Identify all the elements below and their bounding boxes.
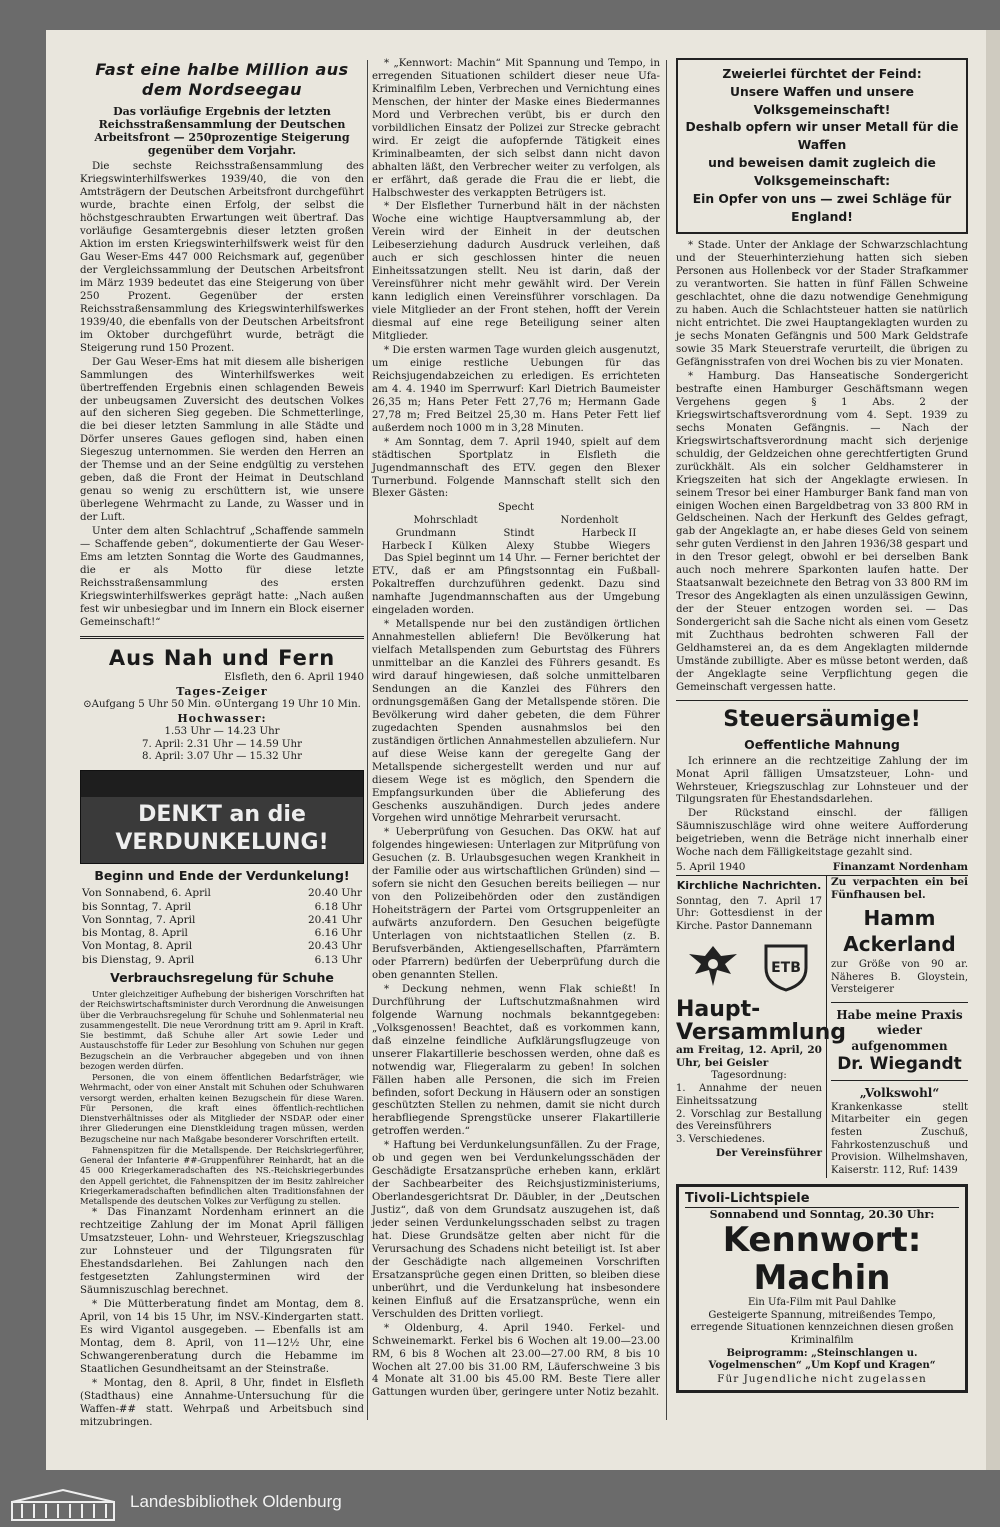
table-row — [80, 940, 364, 953]
ads-left — [676, 876, 846, 1178]
team-row — [372, 515, 660, 528]
haupt-text: am Freitag, 12. April, 20 Uhr, bei Geisler — [676, 1043, 822, 1070]
steuer-footer — [676, 861, 968, 874]
verdunkelung-title: Beginn und Ende der Verdunkelung! — [94, 868, 350, 884]
tivoli-title: Tivoli-Lichtspiele — [685, 1191, 959, 1209]
kirche-title: Kirchliche Nachrichten. — [676, 878, 822, 892]
player: Harbeck I — [381, 540, 433, 552]
player: Grundmann — [395, 528, 457, 540]
hochwasser-row: 7. April: 2.31 Uhr — 14.59 Uhr — [142, 738, 302, 750]
hochwasser-row: 1.53 Uhr — 14.23 Uhr — [164, 725, 280, 737]
deck-sammlung: Das vorläufige Ergebnis der letzten Reichsstraßensammlung der Deutschen Arbeitsfront — 250prozentige Steigerung gegenüber dem Vorjahr. — [94, 104, 350, 158]
hamm-title: Hamm Ackerland — [843, 906, 956, 956]
column-rule — [367, 60, 368, 1420]
headline-sammlung: Fast eine halbe Million aus dem Nordseegau — [95, 60, 349, 100]
tages-zeiger-title: Tages-Zeiger — [176, 684, 268, 698]
ads-right — [827, 876, 968, 1178]
paragraph: Unter dem alten Schlachtruf „Schaffende sammeln — Schaffende geben“, dokumentierte der Gau Weser-Ems am letzten Sonntag die Worte des Gaudmannes, die er als Motto für diese letzte Reichsstraßensammlung des ersten Kriegswinterhilfswerkes geprägt hatte: „Nach außen fest wir unbesiegbar und im Innern ein Block eiserner Gemeinschaft!“ — [80, 526, 364, 628]
cell: 20.41 Uhr — [307, 913, 362, 926]
paragraph: * Die ersten warmen Tage wurden gleich ausgenutzt, um einige restliche Uebungen für das Reichsjugendabzeichen zu erledigen. Es errichteten am 4. 4. 1940 im Sperrwurf: Karl Dietrich Baumeister 26,35 m; Hans Peter Fett 27,76 m; Hermann Gade 27,78 m; Fred Beitzel 25,30 m. Hans Peter Fett lief außerdem noch 1000 m in 3,28 Minuten. — [372, 344, 660, 434]
paragraph: * Ueberprüfung von Gesuchen. Das OKW. hat auf folgendes hingewiesen: Unterlagen zur Mitprüfung von Gesuchen (z. B. Urlaubsgesuchen wegen Krankheit in der Familie oder aus wirtschaftlichen Gründen) sind — sofern sie nicht den Gesuchen bereits beiliegen — nur von den Polizeibehörden oder den zuständigen Hoheitsträgern der Partei vom Ortsgruppenleiter an aufwärts anzufordern. Den Gesuchen beigefügte Unterlagen von nichtstaatlichen Stellen (z. B. Berufsverbänden, Aktiengesellschaften, Pfarrämtern oder Pfarrern) bedürfen der Ueberprüfung durch die oben genannten Stellen. — [372, 827, 660, 981]
tagesordnung: Tagesordnung: — [711, 1070, 787, 1082]
paragraph: * Die Mütterberatung findet am Montag, dem 8. April, von 14 bis 15 Uhr, im NSV.-Kindergarten statt. Es wird Vigantol ausgegeben. — Ebenfalls ist am Montag, dem 8. April, von 11—12½ Uhr, eine Schwangerenberatung durch die Hebamme im Staatlichen Gesundheitsamt an der Steinstraße. — [80, 1298, 364, 1375]
haupt-item: 2. Vorschlag zur Bestallung des Vereinsführers — [676, 1108, 822, 1133]
schuhe-article — [80, 989, 364, 1206]
paragraph: * Am Sonntag, dem 7. April 1940, spielt auf dem städtischen Sportplatz in Elsfleth die Jugendmannschaft des ETV. gegen den Blexer Turnerbund. Folgende Mannschaft stellt sich den Blexer Gästen: — [372, 436, 660, 500]
paragraph: Der Gau Weser-Ems hat mit diesem alle bisherigen Sammlungen des Winterhilfswerkes weit übertreffenden Ergebnis einen schlagenden Beweis der unbeugsamen Zuversicht des deutschen Volkes auf den sicheren Sieg gegeben. Die Schmetterlinge, die bei dieser letzten Sammlung in alle Städte und Dörfer unseres Gaues geflogen sind, haben einen Siegeszug unternommen. Sie werden den Herren an der Themse und an der Seine endgültig zu verstehen geben, daß die Front der Heimat in Deutschland genau so wenig zu erschüttern ist, wie unsere überlegene Wehrmacht zu Lande, zu Wasser und in der Luft. — [80, 356, 364, 524]
player: Alexy — [506, 540, 534, 552]
paragraph: * Hamburg. Das Hanseatische Sondergericht bestrafte einen Hamburger Geschäftsmann wegen Vergehens gegen § 1 Abs. 2 der Kriegswirtschaftsverordnung vom 4. Sept. 1939 zu sechs Monaten Gefängnis. — Nach der Kriegswirtschaftsverordnung macht sich derjenige schuldig, der Geldzeichen ohne gerechtfertigten Grund zurückhält. Als ein solcher Geldhamsterer in Kriegszeiten hat sich der Angeklagte erwiesen. In seinem Tresor bei einer Hamburger Bank fand man von einigen Wochen einen Bargeldbetrag von 33 800 RM in Geldscheinen. Nach der Herkunft des Geldes gefragt, gab der Angeklagte an, er habe dieses Geld von seinem sehr guten Verdienst in den Jahren 1936/38 gespart und in den Tresor gelegt, obwohl er bei derselben Bank auch noch mehrere Sparkonten laufen hatte. Der Staatsanwalt bezeichnete den Betrag von 33 800 RM im Tresor des Angeklagten als einen unzulässigen Gewinn, der der Steuer entzogen worden sei. — Das Sondergericht sah die Sache nicht als einen vom Gesetz mit Zuchthaus bedrohten schweren Fall der Geldhamsterei an, da es dem Angeklagten mildernde Umstände zubilligte. Aber es müsse betont werden, daß der Angeklagte seine Verpflichtung gegen die Gemeinschaft vergessen hatte. — [676, 370, 968, 693]
team-row — [372, 541, 660, 554]
divider — [80, 636, 364, 639]
cell: bis Montag, 8. April — [82, 927, 188, 940]
haupt-title: Haupt-Versammlung — [676, 996, 846, 1045]
player: Harbeck II — [581, 528, 637, 540]
skyline-graphic — [81, 771, 363, 797]
praxis-text: Habe meine Praxis wieder aufgenommen — [836, 1008, 963, 1053]
steuer-date: 5. April 1940 — [676, 861, 746, 874]
paragraph: * Der Elsflether Turnerbund hält in der nächsten Woche eine wichtige Hauptversammlung ab, der Verein wird der Einheit in der deutschen Leibeserziehung dadurch Ausdruck verleihen, daß auch er sich geschlossen hinter die neuen Einheitssatzungen stellt. Neu ist darin, daß der Vereinsführer nicht mehr gewählt wird. Der Verein kann lediglich einen Vereinsführer vorschlagen. Da viele Mitglieder an der Front stehen, hofft der Verein diesmal auf eine rege Beteiligung seiner alten Mitglieder. — [372, 201, 660, 343]
steuer-sign: Finanzamt Nordenham — [832, 861, 968, 874]
volkswohl-title: „Volkswohl“ — [859, 1086, 940, 1101]
paragraph: Unter gleichzeitiger Aufhebung der bisherigen Vorschriften hat der Reichswirtschaftsminister durch Verordnung die Anweisungen über die Verbrauchsregelung für Schuhe und Sohlenmaterial neu zusammengestellt. Die neue Verordnung tritt am 9. April in Kraft. Sie bestimmt, daß Schuhe aller Art sowie Leder und Austauschstoffe für Leder zur Besohlung von Schuhen nur gegen Bezugschein an die Verbraucher abgegeben und von ihnen bezogen werden dürfen. — [80, 989, 364, 1071]
svg-text:ETB: ETB — [770, 959, 801, 976]
paragraph: Der Rückstand einschl. der fälligen Säumniszuschläge wird ohne weitere Aufforderung beigetrieben, wenn die Beträge nicht innerhalb einer Woche nach dem Fälligkeitstage gezahlt sind. — [676, 808, 968, 859]
cell: 6.13 Uhr — [314, 953, 362, 966]
paragraph: * Oldenburg, 4. April 1940. Ferkel- und Schweinemarkt. Ferkel bis 6 Wochen alt 19.00—23.00 RM, 6 bis 8 Wochen alt 23.00—27.00 RM, 8 bis 10 Wochen alt 27.00 bis 31.00 RM, Läuferschweine 3 bis 4 Monate alt 31.00 bis 45.00 RM. Beste Tiere aller Gattungen wurden über, geringere unter Notiz bezahlt. — [372, 1322, 660, 1399]
tivoli-beiprog: Beiprogramm: „Steinschlangen u. Vogelmenschen“ „Um Kopf und Kragen“ — [708, 1347, 936, 1372]
tivoli-when: Sonnabend und Sonntag, 20.30 Uhr: — [709, 1208, 935, 1222]
library-footer — [0, 1482, 1000, 1527]
hamm-text: zur Größe von 90 ar. Näheres B. Gloystein, Versteigerer — [831, 959, 968, 996]
cell: 20.43 Uhr — [307, 940, 362, 953]
team-row: Specht — [498, 502, 534, 514]
etb-shield-icon — [756, 940, 816, 992]
column-2 — [372, 58, 660, 1428]
player: Nordenholt — [560, 515, 619, 527]
box-line: Deshalb opfern wir unser Metall für die Waffen — [685, 120, 959, 153]
paragraph: * Stade. Unter der Anklage der Schwarzschlachtung und der Steuerhinterziehung hatten sich sieben Personen aus Hollenbeck vor der Stader Strafkammer zu verantworten. Sie hatten in fünf Fällen Schweine geschlachtet, ohne die dazu notwendige Genehmigung zu haben. Auch die Schlachtsteuer hatten sie natürlich nicht entrichtet. Die zwei Hauptangeklagten wurden zu je sechs Monaten Gefängnis und 500 Mark Geldstrafe sowie 35 Mark Steuerstrafe verurteilt, die übrigen zu Gefängnisstrafen von drei Wochen bis zu vier Monaten. — [676, 240, 968, 369]
cell: 6.18 Uhr — [314, 900, 362, 913]
verdunkelung-banner — [80, 770, 364, 864]
table-row — [80, 887, 364, 900]
divider — [676, 700, 968, 701]
steuer-title: Steuersäumige! — [723, 706, 921, 732]
tivoli-note: Für Jugendliche nicht zugelassen — [717, 1373, 927, 1386]
mahnung-title: Oeffentliche Mahnung — [744, 736, 900, 752]
tivoli-film: Kennwort: Machin — [722, 1220, 922, 1298]
sun-times: ⊙Aufgang 5 Uhr 50 Min. ⊙Untergang 19 Uhr 10 Min. — [83, 698, 361, 710]
player: Külken — [451, 540, 487, 552]
schuhe-title: Verbrauchsregelung für Schuhe — [110, 970, 334, 986]
cell: bis Dienstag, 9. April — [82, 953, 195, 966]
paragraph: Fahnenspitzen für die Metallspende. Der Reichskriegerführer, General der Infanterie ##-Gruppenführer Reinhardt, hat an die 45 000 Kriegerkameradschaften des NS.-Reichskriegerbundes den Appell gerichtet, die Fahnenspitzen der im Besitz zahlreicher Kriegerkameradschaften befindlichen alten Traditionsfahnen der Metallspende des deutschen Volkes zur Verfügung zu stellen. — [80, 1144, 364, 1207]
column-3 — [676, 58, 968, 1428]
hochwasser-row: 8. April: 3.07 Uhr — 15.32 Uhr — [142, 751, 302, 763]
paragraph: * Metallspende nur bei den zuständigen örtlichen Annahmestellen abliefern! Die Bevölkerung hat vielfach Metallspenden zum Geburtstag des Führers unmittelbar an die Kanzlei des Führers gesandt. Es wird darauf hingewiesen, daß solche unmittelbaren Sendungen an die Kanzlei des Führers den ordnungsgemäßen Gang der Metallspende stören. Die Bevölkerung wird daher gebeten, die dem Führer zugedachten Spenden ausnahmslos bei den zuständigen örtlichen Annahmestellen abzuliefern. Nur auf diese Weise kann der geregelte Gang der Metallspende sichergestellt werden und nur auf diesem Wege ist es möglich, den Spendern die Empfangsurkunden über die Ablieferung des Geschenks auszuhändigen. Durch jedes andere Vorgehen wird unnötige Mehrarbeit verursacht. — [372, 619, 660, 825]
kirche-text: Sonntag, den 7. April 17 Uhr: Gottesdienst in der Kirche. Pastor Dannemann — [676, 895, 822, 932]
hochwasser-title: Hochwasser: — [177, 711, 267, 725]
haupt-item: 1. Annahme der neuen Einheitssatzung — [676, 1083, 822, 1107]
box-line: Zweierlei fürchtet der Feind: — [722, 67, 922, 81]
page-edge — [986, 30, 1000, 1470]
divider — [831, 1080, 968, 1081]
box-line: Unsere Waffen und unsere Volksgemeinschaft! — [729, 84, 914, 117]
paragraph: Das Spiel beginnt um 14 Uhr. — Ferner berichtet der ETV., daß er am Pfingstsonntag ein Fußball-Pokaltreffen durchzuführen gedenkt. Dazu sind namhafte Jugendmannschaften aus der Umgebung eingeladen worden. — [372, 553, 660, 617]
paragraph: * „Kennwort: Machin“ Mit Spannung und Tempo, in erregenden Situationen schildert dieser neue Ufa-Kriminalfilm Leben, Verbrechen und Vernichtung eines Menschen, der hinter der Maske eines Biedermannes Mord und Verbrechen verübt, bis er durch den vorbildlichen Einsatz der Polizei zur Strecke gebracht wird. Er zeigt die aufopfernde Tätigkeit eines Kriminalbeamten, der sich selbst dann nicht davon abhalten läßt, den Verbrecher weiter zu verfolgen, als er erfährt, daß gerade die Frau die er liebt, die Halbschwester des verkappten Betrügers ist. — [372, 58, 660, 199]
table-row — [80, 927, 364, 940]
paragraph: Die sechste Reichsstraßensammlung des Kriegswinterhilfswerkes 1939/40, die von den Amtsträgern der Deutschen Arbeitsfront durchgeführt wurde, brachte einen Erfolg, der selbst die höchstgeschraubten Erwartungen weit übertraf. Das vorläufige Gesamtergebnis dieser letzten großen Aktion im ersten Kriegswinterhilfswerk weist für den Gau Weser-Ems 447 000 Reichsmark auf, gegenüber der Vergleichssammlung der Deutschen Arbeitsfront im März 1939 bedeutet das eine Steigerung von über 250 Prozent. Gegenüber der ersten Reichsstraßensammlung des Kriegswinterhilfswerkes 1939/40, die ebenfalls von der Deutschen Arbeitsfront im Oktober durchgeführt wurde, beträgt die Steigerung rund 150 Prozent. — [80, 161, 364, 354]
team-row — [372, 528, 660, 541]
player: Mohrschladt — [413, 515, 478, 527]
cell: Von Sonntag, 7. April — [82, 913, 196, 926]
team-lineup — [372, 502, 660, 553]
player: Stubbe — [553, 540, 590, 552]
verdunkelung-table — [80, 887, 364, 967]
cell: Von Montag, 8. April — [82, 940, 193, 953]
paragraph: * Haftung bei Verdunkelungsunfällen. Zu der Frage, ob und gegen wen bei Verdunkelungsschäden der Geschädigte Ersatzansprüche erheben kann, erklärt der Sachbearbeiter des Reichsjustizministeriums, Oberlandesgerichtsrat Dr. Däubler, in der „Deutschen Justiz“, daß von dem Grundsatz auszugehen ist, daß jeder seinen Verdunkelungsschaden selbst zu tragen hat. Diese Grundsätze gelten aber nicht für die Verursachung des Schadens nicht beteiligt ist. Ist aber der Geschädigte nach allgemeinen Vorschriften Ersatzansprüche gegen einen Dritten, so bleiben diese unberührt, und die Verdunkelung hat insbesondere keinen Einfluß auf die Ersatzansprüche, wenn ein Verschulden des Dritten vorliegt. — [372, 1140, 660, 1320]
tivoli-sub: Ein Ufa-Film mit Paul Dahlke — [747, 1296, 897, 1308]
cell: 20.40 Uhr — [307, 887, 362, 900]
divider — [831, 1002, 968, 1003]
wiegandt-name: Dr. Wiegandt — [837, 1053, 962, 1074]
haupt-item: 3. Verschiedenes. — [676, 1133, 765, 1145]
paragraph: Personen, die von einem öffentlichen Bedarfsträger, wie Wehrmacht, oder von einer Anstalt mit Schuhen oder Schuhwaren versorgt werden, erhalten keinen Bezugschein für diese Waren. Für Personen, die kraft eines öffentlich-rechtlichen Dienstverhältnisses oder als Mitglieder der NSDAP. oder einer ihrer Gliederungen eine Dienstkleidung tragen müssen, werden Bezugscheine nur nach Maßgabe besonderer Vorschriften erteilt. — [80, 1072, 364, 1144]
dateline: Elsfleth, den 6. April 1940 — [224, 671, 364, 684]
paragraph: Ich erinnere an die rechtzeitige Zahlung der im Monat April fälligen Umsatzsteuer, Lohn- und Wehrsteuer, Kriegszuschlag zur Lohnsteuer und der Tilgungsraten für Ehestandsdarlehen. — [676, 755, 968, 806]
cell: 6.16 Uhr — [314, 927, 362, 940]
emblems — [676, 940, 822, 992]
table-row — [80, 901, 364, 914]
tivoli-desc: Gesteigerte Spannung, mitreißendes Tempo, erregende Situationen kennzeichnen diesen großen Kriminalfilm — [690, 1309, 954, 1347]
section-title: Aus Nah und Fern — [108, 645, 336, 670]
library-building-icon — [8, 1488, 118, 1522]
player: Stindt — [503, 528, 535, 540]
library-label: Landesbibliothek Oldenburg — [130, 1492, 342, 1511]
box-line: Ein Opfer von uns — zwei Schläge für England! — [692, 191, 952, 224]
column-1 — [80, 58, 364, 1428]
newspaper-page — [46, 30, 986, 1470]
box-line: und beweisen damit zugleich die Volksgemeinschaft: — [708, 156, 936, 188]
cell: Von Sonnabend, 6. April — [82, 887, 211, 900]
volkswohl-text: Krankenkasse stellt Mitarbeiter ein gegen festen Zuschuß, Fahrkostenzuschuß und Provision. Wilhelmshaven, Kaiserstr. 112, Ruf: 1439 — [831, 1101, 968, 1177]
tivoli-ad — [676, 1184, 968, 1394]
table-row — [80, 954, 364, 967]
column-rule — [666, 60, 667, 1420]
ads-grid — [676, 875, 968, 1178]
paragraph: * Das Finanzamt Nordenham erinnert an die rechtzeitige Zahlung der im Monat April fälligen Umsatzsteuer, Lohn- und Wehrsteuer, Kriegszuschlag zur Lohnsteuer und der Tilgungsraten für Ehestandsdarlehen. Bei Zahlungen nach den festgesetzten Zahlungsterminen wird der Säumniszuschlag berechnet. — [80, 1207, 364, 1296]
verdunkelung-banner-text: DENKT an die VERDUNKELUNG! — [115, 802, 329, 856]
cell: bis Sonntag, 7. April — [82, 900, 192, 913]
verpachten-title: Zu verpachten ein bei Fünfhausen bel. — [831, 875, 968, 901]
haupt-sign: Der Vereinsführer — [715, 1146, 822, 1159]
player: Wiegers — [608, 540, 651, 552]
paragraph: * Montag, den 8. April, 8 Uhr, findet in Elsfleth (Stadthaus) eine Annahme-Untersuchung für die Waffen-## statt. Wehrpaß und Arbeitsbuch sind mitzubringen. — [80, 1377, 364, 1428]
table-row — [80, 914, 364, 927]
metallspende-box — [676, 58, 968, 234]
eagle-emblem-icon — [683, 940, 743, 992]
paragraph: * Deckung nehmen, wenn Flak schießt! In Durchführung der Luftschutzmaßnahmen wird folgende Warnung nochmals bekanntgegeben: „Volksgenossen! Beachtet, daß es vorkommen kann, daß einzelne feindliche Aufklärungsflugzeuge von unserer Flakartillerie beschossen werden, ohne daß es notwendig war, Fliegeralarm zu geben! In solchen Fällen haben alle Personen, die sich im Freien befinden, sofort Deckung in Häusern oder an sonstigen geschützten Stellen zu nehmen, damit sie nicht durch herabfliegende Sprengstücke unserer Flakartillerie getroffen werden.“ — [372, 983, 660, 1138]
